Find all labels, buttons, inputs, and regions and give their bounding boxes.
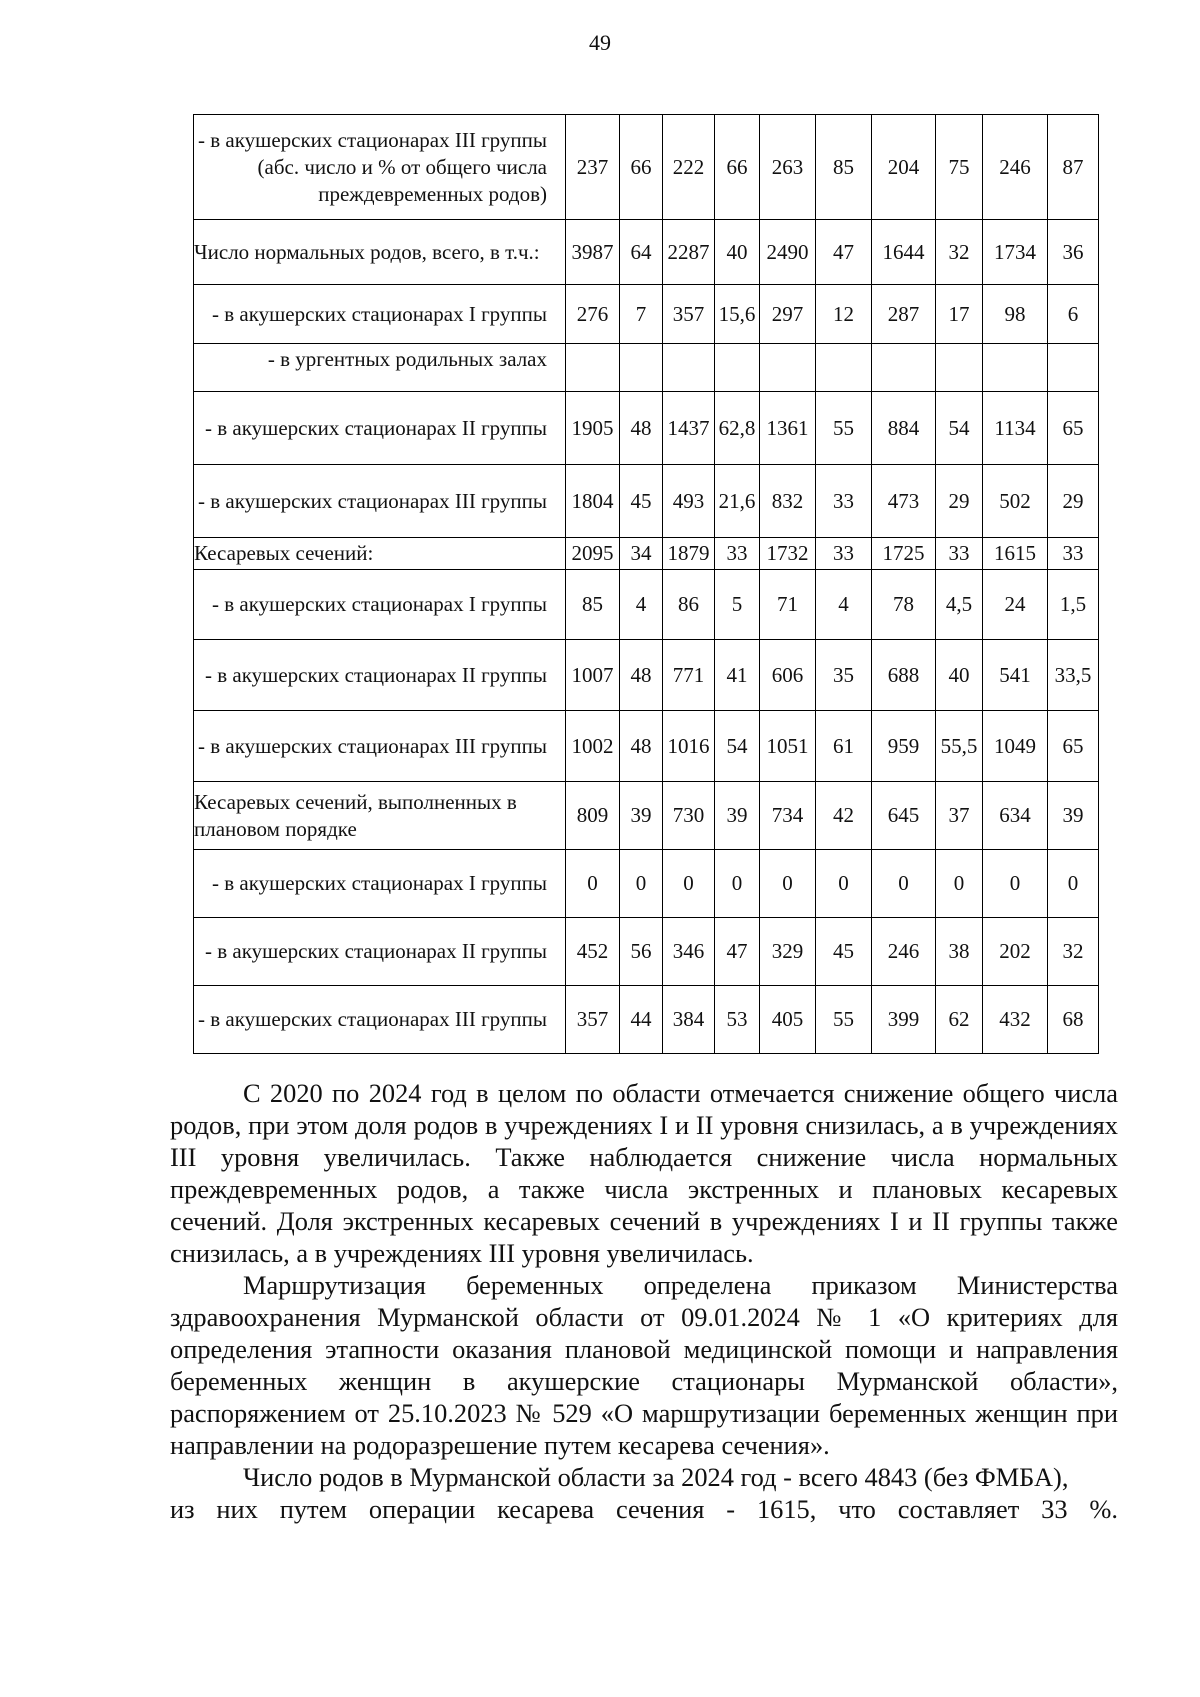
table-cell: 40 xyxy=(715,220,760,285)
table-row xyxy=(194,986,1099,1054)
table-cell: 17 xyxy=(936,285,983,344)
table-cell xyxy=(983,344,1048,392)
table-cell: 832 xyxy=(760,465,816,538)
table-cell: 38 xyxy=(936,918,983,986)
table-cell: 44 xyxy=(620,986,663,1054)
table-cell: 71 xyxy=(760,570,816,640)
table-cell xyxy=(715,344,760,392)
table-cell: 48 xyxy=(620,640,663,711)
table-cell: 222 xyxy=(663,115,715,220)
table-cell: 33 xyxy=(936,538,983,570)
paragraph-routing-order: Маршрутизация беременных определена приказом Министерства здравоохранения Мурманской области от 09.01.2024 № 1 «О критериях для определения этапности оказания плановой медицинской помощи и направления беременных женщин в акушерские стационары Мурманской области», распоряжением от 25.10.2023 № 529 «О маршрутизации беременных женщин при направлении на родоразрешение путем кесарева сечения». xyxy=(170,1270,1118,1460)
table-cell: 0 xyxy=(760,850,816,918)
table-cell: 53 xyxy=(715,986,760,1054)
table-cell: 771 xyxy=(663,640,715,711)
table-cell: 6 xyxy=(1048,285,1099,344)
table-row xyxy=(194,850,1099,918)
table-cell: 237 xyxy=(566,115,620,220)
row-label xyxy=(194,570,566,640)
table-cell xyxy=(816,344,872,392)
table-cell: 34 xyxy=(620,538,663,570)
table-cell: 1905 xyxy=(566,392,620,465)
table-body xyxy=(194,115,1099,1054)
table-cell: 0 xyxy=(566,850,620,918)
table-row xyxy=(194,570,1099,640)
table-cell: 48 xyxy=(620,392,663,465)
row-label-text: - в акушерских стационарах III группы xyxy=(198,1007,547,1031)
table-cell: 55 xyxy=(816,986,872,1054)
table-cell: 0 xyxy=(1048,850,1099,918)
table-cell: 1361 xyxy=(760,392,816,465)
table-cell: 33 xyxy=(1048,538,1099,570)
table-cell: 4,5 xyxy=(936,570,983,640)
table-cell: 33 xyxy=(715,538,760,570)
table-cell: 329 xyxy=(760,918,816,986)
table-cell: 384 xyxy=(663,986,715,1054)
row-label-text: Число нормальных родов, всего, в т.ч.: xyxy=(194,239,540,264)
table-row xyxy=(194,115,1099,220)
table-cell xyxy=(620,344,663,392)
table-cell: 62 xyxy=(936,986,983,1054)
table-cell: 276 xyxy=(566,285,620,344)
row-label xyxy=(194,115,566,220)
row-label-text: - в акушерских стационарах III группы (абс. число и % от общего числа преждевременных родов) xyxy=(198,127,547,206)
row-label xyxy=(194,538,566,570)
table-cell: 47 xyxy=(715,918,760,986)
table-cell: 0 xyxy=(816,850,872,918)
table-cell: 40 xyxy=(936,640,983,711)
row-label xyxy=(194,640,566,711)
table-cell: 452 xyxy=(566,918,620,986)
table-cell: 1732 xyxy=(760,538,816,570)
row-label xyxy=(194,344,566,392)
table-cell: 399 xyxy=(872,986,936,1054)
table-cell: 1644 xyxy=(872,220,936,285)
table-cell: 33,5 xyxy=(1048,640,1099,711)
table-cell: 54 xyxy=(936,392,983,465)
row-label-text: - в акушерских стационарах I группы xyxy=(212,301,547,326)
table-cell xyxy=(566,344,620,392)
table-cell: 959 xyxy=(872,711,936,782)
table-cell: 29 xyxy=(1048,465,1099,538)
row-label xyxy=(194,986,566,1054)
page-number: 49 xyxy=(589,30,611,55)
table-cell: 85 xyxy=(566,570,620,640)
table-cell: 1879 xyxy=(663,538,715,570)
row-label-text: Кесаревых сечений: xyxy=(194,541,374,565)
table-cell xyxy=(936,344,983,392)
table-cell: 32 xyxy=(1048,918,1099,986)
row-label xyxy=(194,220,566,285)
table-cell xyxy=(1048,344,1099,392)
table-cell: 541 xyxy=(983,640,1048,711)
table-cell: 65 xyxy=(1048,392,1099,465)
table-cell: 493 xyxy=(663,465,715,538)
table-cell: 39 xyxy=(715,782,760,850)
births-statistics-table xyxy=(193,114,1099,1054)
table-row xyxy=(194,392,1099,465)
table-cell: 0 xyxy=(936,850,983,918)
row-label xyxy=(194,392,566,465)
table-cell: 1049 xyxy=(983,711,1048,782)
table-cell: 56 xyxy=(620,918,663,986)
table-cell: 45 xyxy=(816,918,872,986)
table-cell: 1007 xyxy=(566,640,620,711)
table-cell: 204 xyxy=(872,115,936,220)
table-cell: 32 xyxy=(936,220,983,285)
paragraph-births-total: Число родов в Мурманской области за 2024 год - всего 4843 (без ФМБА), xyxy=(243,1462,1069,1492)
table-cell: 3987 xyxy=(566,220,620,285)
table-cell: 47 xyxy=(816,220,872,285)
paragraph-cesarean-share: из них путем операции кесарева сечения - 1615, что составляет 33 %. xyxy=(170,1494,1118,1524)
table-cell: 297 xyxy=(760,285,816,344)
table-cell: 357 xyxy=(566,986,620,1054)
table-cell: 33 xyxy=(816,538,872,570)
row-label-text: - в акушерских стационарах II группы xyxy=(205,662,547,687)
table-cell: 688 xyxy=(872,640,936,711)
table-cell: 41 xyxy=(715,640,760,711)
table-cell: 0 xyxy=(872,850,936,918)
table-row xyxy=(194,538,1099,570)
table-cell: 24 xyxy=(983,570,1048,640)
table-cell xyxy=(760,344,816,392)
table-cell: 2490 xyxy=(760,220,816,285)
table-cell: 287 xyxy=(872,285,936,344)
table-cell: 357 xyxy=(663,285,715,344)
row-label xyxy=(194,918,566,986)
table-cell: 85 xyxy=(816,115,872,220)
table-cell: 263 xyxy=(760,115,816,220)
table-cell: 68 xyxy=(1048,986,1099,1054)
table-cell: 7 xyxy=(620,285,663,344)
table-cell: 15,6 xyxy=(715,285,760,344)
table-cell: 66 xyxy=(715,115,760,220)
table-cell: 29 xyxy=(936,465,983,538)
table-cell: 4 xyxy=(816,570,872,640)
table-cell: 64 xyxy=(620,220,663,285)
table-cell: 55 xyxy=(816,392,872,465)
row-label-text: Кесаревых сечений, выполненных в плановом порядке xyxy=(194,789,517,841)
body-text xyxy=(170,1077,1118,1525)
table-cell: 4 xyxy=(620,570,663,640)
table-cell: 1437 xyxy=(663,392,715,465)
row-label-text: - в акушерских стационарах II группы xyxy=(205,415,547,440)
table-row xyxy=(194,220,1099,285)
table-cell: 48 xyxy=(620,711,663,782)
table-cell: 1134 xyxy=(983,392,1048,465)
table-cell: 809 xyxy=(566,782,620,850)
table-cell: 42 xyxy=(816,782,872,850)
row-label xyxy=(194,711,566,782)
table-cell: 75 xyxy=(936,115,983,220)
table-cell: 78 xyxy=(872,570,936,640)
table-cell: 5 xyxy=(715,570,760,640)
table-cell xyxy=(663,344,715,392)
table-row xyxy=(194,782,1099,850)
table-cell: 39 xyxy=(1048,782,1099,850)
table-cell: 36 xyxy=(1048,220,1099,285)
table-cell: 54 xyxy=(715,711,760,782)
table-row xyxy=(194,344,1099,392)
table-cell: 0 xyxy=(663,850,715,918)
table-cell: 37 xyxy=(936,782,983,850)
row-label-text: - в акушерских стационарах III группы xyxy=(198,733,547,758)
table-cell: 33 xyxy=(816,465,872,538)
table-row xyxy=(194,465,1099,538)
table-cell: 730 xyxy=(663,782,715,850)
table-cell: 62,8 xyxy=(715,392,760,465)
table-cell: 0 xyxy=(620,850,663,918)
table-cell: 35 xyxy=(816,640,872,711)
row-label xyxy=(194,782,566,850)
table-cell: 734 xyxy=(760,782,816,850)
table-cell: 645 xyxy=(872,782,936,850)
table-cell: 1615 xyxy=(983,538,1048,570)
table-cell: 884 xyxy=(872,392,936,465)
table-cell: 1804 xyxy=(566,465,620,538)
paragraph-births-trend: С 2020 по 2024 год в целом по области отмечается снижение общего числа родов, при этом доля родов в учреждениях I и II уровня снизилась, а в учреждениях III уровня увеличилась. Также наблюдается снижение числа нормальных преждевременных родов, а также числа экстренных и плановых кесаревых сечений. Доля экстренных кесаревых сечений в учреждениях I и II группы также снизилась, а в учреждениях III уровня увеличилась. xyxy=(170,1078,1118,1268)
table-cell: 1725 xyxy=(872,538,936,570)
table-cell: 1051 xyxy=(760,711,816,782)
row-label-text: - в акушерских стационарах III группы xyxy=(198,488,547,513)
table-cell: 61 xyxy=(816,711,872,782)
table-cell: 1016 xyxy=(663,711,715,782)
table-cell: 473 xyxy=(872,465,936,538)
table-cell: 45 xyxy=(620,465,663,538)
table-cell: 246 xyxy=(872,918,936,986)
table-cell: 66 xyxy=(620,115,663,220)
table-cell: 202 xyxy=(983,918,1048,986)
table-cell: 246 xyxy=(983,115,1048,220)
row-label xyxy=(194,285,566,344)
table-row xyxy=(194,918,1099,986)
table-cell: 98 xyxy=(983,285,1048,344)
table-cell: 55,5 xyxy=(936,711,983,782)
table-cell: 65 xyxy=(1048,711,1099,782)
table-cell: 2095 xyxy=(566,538,620,570)
table-cell: 1002 xyxy=(566,711,620,782)
row-label-text: - в акушерских стационарах II группы xyxy=(205,939,547,963)
table-cell: 606 xyxy=(760,640,816,711)
table-cell: 634 xyxy=(983,782,1048,850)
row-label-text: - в акушерских стационарах I группы xyxy=(212,871,547,895)
table-cell: 346 xyxy=(663,918,715,986)
row-label-text: - в акушерских стационарах I группы xyxy=(212,592,547,616)
table-cell: 1734 xyxy=(983,220,1048,285)
table-cell: 87 xyxy=(1048,115,1099,220)
table-cell: 39 xyxy=(620,782,663,850)
table-row xyxy=(194,711,1099,782)
table-cell: 0 xyxy=(715,850,760,918)
row-label-text: - в ургентных родильных залах xyxy=(267,347,547,371)
table-cell: 2287 xyxy=(663,220,715,285)
table-cell: 502 xyxy=(983,465,1048,538)
table-cell: 12 xyxy=(816,285,872,344)
table-cell: 405 xyxy=(760,986,816,1054)
table-cell xyxy=(872,344,936,392)
table-cell: 21,6 xyxy=(715,465,760,538)
row-label xyxy=(194,465,566,538)
table-row xyxy=(194,640,1099,711)
table-cell: 0 xyxy=(983,850,1048,918)
table-cell: 86 xyxy=(663,570,715,640)
table-cell: 1,5 xyxy=(1048,570,1099,640)
row-label xyxy=(194,850,566,918)
table-row xyxy=(194,285,1099,344)
table-cell: 432 xyxy=(983,986,1048,1054)
